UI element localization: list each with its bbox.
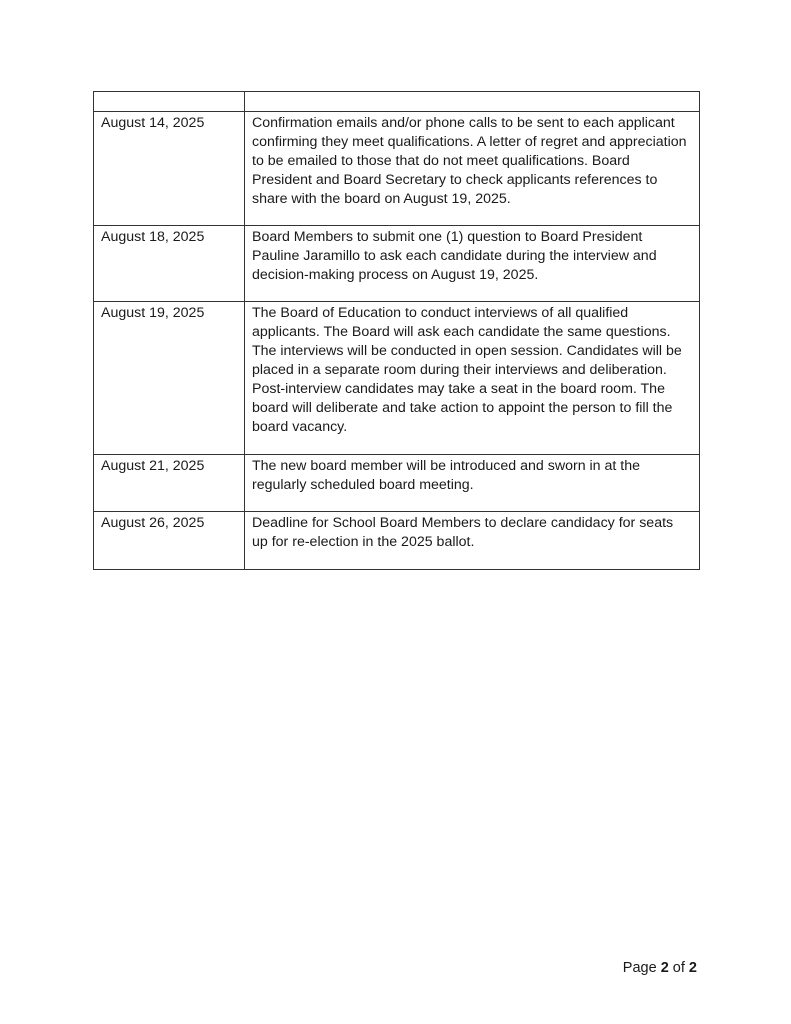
of-word: of bbox=[672, 960, 685, 976]
current-page-number: 2 bbox=[660, 960, 669, 976]
date-cell: August 26, 2025 bbox=[94, 512, 245, 570]
description-cell: Confirmation emails and/or phone calls to be sent to each applicant confirming they meet qualifications. A letter of regret and appreciation to be emailed to those that do not meet qualifications. Board President and Board Secretary to check applicants references to share with the board on August 19, 2025. bbox=[245, 112, 700, 226]
description-cell: The new board member will be introduced and sworn in at the regularly scheduled board meeting. bbox=[245, 455, 700, 512]
page-word: Page bbox=[622, 960, 657, 976]
description-cell: The Board of Education to conduct interviews of all qualified applicants. The Board will ask each candidate the same questions. The interviews will be conducted in open session. Candidates will be placed in a separate room during their interviews and deliberation. Post-interview candidates may take a seat in the board room. The board will deliberate and take action to appoint the person to fill the board vacancy. bbox=[245, 302, 700, 455]
empty-description-cell bbox=[245, 92, 700, 112]
table-row bbox=[94, 512, 700, 570]
page-number-footer bbox=[623, 958, 697, 978]
date-cell: August 21, 2025 bbox=[94, 455, 245, 512]
description-cell: Deadline for School Board Members to declare candidacy for seats up for re-election in the 2025 ballot. bbox=[245, 512, 700, 570]
table-row-empty bbox=[94, 92, 700, 112]
table-row bbox=[94, 112, 700, 226]
date-cell: August 14, 2025 bbox=[94, 112, 245, 226]
table-row bbox=[94, 455, 700, 512]
schedule-table bbox=[93, 91, 700, 570]
table-row bbox=[94, 302, 700, 455]
table-row bbox=[94, 226, 700, 302]
date-cell: August 19, 2025 bbox=[94, 302, 245, 455]
date-cell: August 18, 2025 bbox=[94, 226, 245, 302]
empty-date-cell bbox=[94, 92, 245, 112]
description-cell: Board Members to submit one (1) question to Board President Pauline Jaramillo to ask each candidate during the interview and decision-making process on August 19, 2025. bbox=[245, 226, 700, 302]
total-pages-number: 2 bbox=[688, 960, 697, 976]
